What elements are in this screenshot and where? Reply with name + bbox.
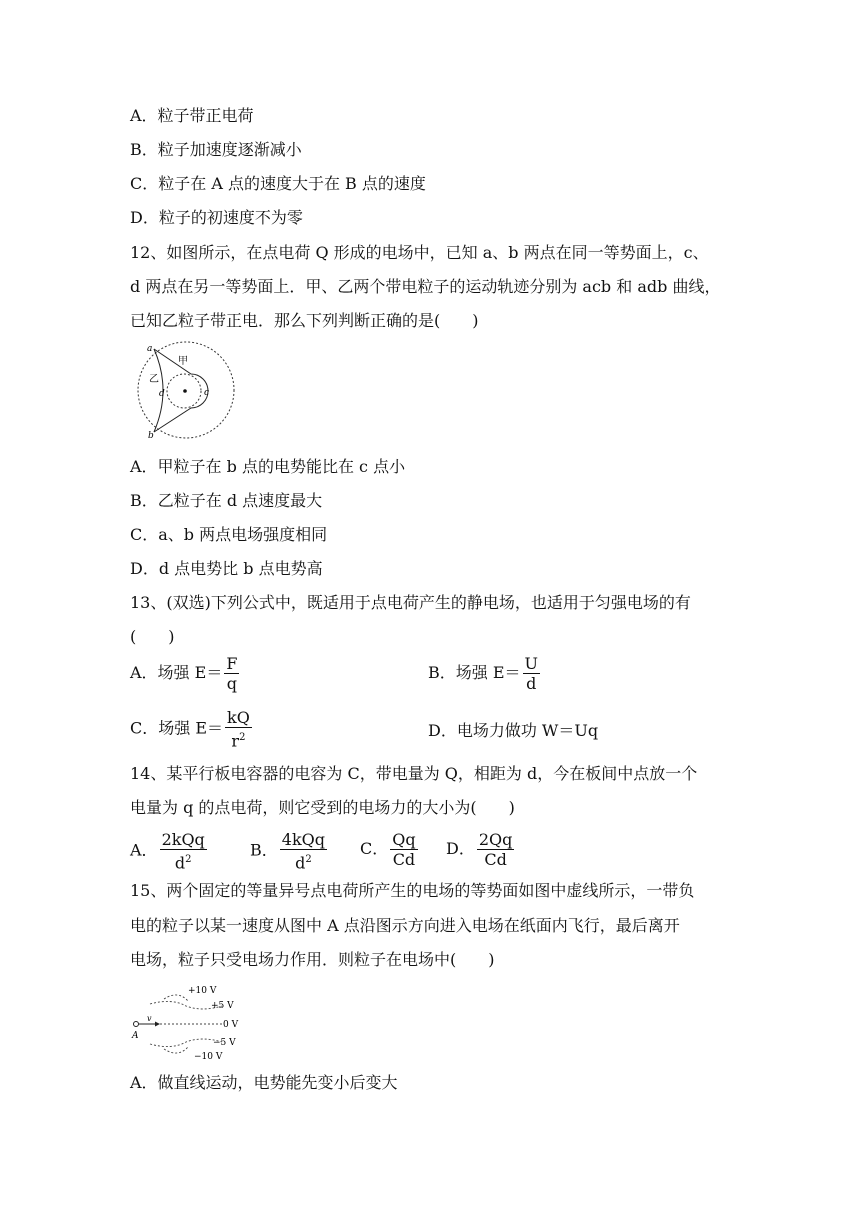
q14-option-b	[250, 830, 329, 872]
label-d: d	[159, 389, 165, 399]
q13-a-numerator: F	[226, 654, 238, 673]
q14-d-denominator: Cd	[484, 850, 507, 869]
q14-c-numerator: Qq	[392, 830, 416, 849]
q13-option-a	[130, 654, 241, 693]
label-A: A	[132, 1031, 139, 1041]
q14-b-denominator	[280, 850, 327, 872]
label-v: v	[147, 1014, 152, 1023]
q14-a-label: A．	[130, 840, 158, 860]
q13-a-denominator: q	[226, 674, 237, 693]
label-minus-10v: −10 V	[194, 1052, 223, 1062]
q14-option-a	[130, 830, 209, 872]
q15-option-a: A．做直线运动，电势能先变小后变大	[130, 1073, 398, 1092]
q13-stem-line2: ( )	[130, 627, 175, 646]
label-yi: 乙	[149, 374, 159, 385]
q14-b-den-exponent: 2	[305, 854, 312, 865]
q13-b-prefix: B．场强 E＝	[428, 663, 521, 682]
q13-option-c	[130, 708, 254, 750]
q14-b-label: B．	[250, 840, 278, 860]
q12-option-b: B．乙粒子在 d 点速度最大	[130, 491, 323, 510]
label-plus-10v: +10 V	[188, 986, 217, 996]
q14-d-label: D．	[446, 839, 475, 858]
q12-option-a: A．甲粒子在 b 点的电势能比在 c 点小	[130, 457, 406, 476]
q14-b-den-base: d	[295, 853, 306, 873]
q15-stem-line3: 电场，粒子只受电场力作用．则粒子在电场中( )	[130, 950, 495, 969]
q14-d-fraction	[477, 830, 515, 869]
q12-stem-line3: 已知乙粒子带正电．那么下列判断正确的是( )	[130, 311, 479, 330]
label-jia: 甲	[178, 356, 188, 367]
q13-c-prefix: C．场强 E＝	[130, 718, 224, 738]
q14-c-fraction	[390, 830, 417, 869]
q13-a-fraction	[224, 654, 239, 693]
q13-b-numerator: U	[524, 654, 539, 673]
q14-b-numerator: 4kQq	[281, 830, 325, 849]
q14-c-label: C．	[360, 839, 389, 858]
q11-option-d: D．粒子的初速度不为零	[130, 208, 303, 227]
q13-a-prefix: A．场强 E＝	[130, 663, 223, 682]
q13-stem-line1: 13、(双选)下列公式中，既适用于点电荷产生的静电场，也适用于匀强电场的有	[130, 593, 691, 612]
q15-figure	[130, 984, 254, 1064]
q14-d-numerator: 2Qq	[478, 830, 513, 849]
q14-option-c	[360, 830, 420, 869]
label-zero-v: 0 V	[223, 1020, 239, 1030]
q12-option-d: D．d 点电势比 b 点电势高	[130, 559, 323, 578]
label-c: c	[204, 388, 210, 398]
q13-b-denominator: d	[526, 674, 537, 693]
q14-c-denominator: Cd	[392, 850, 416, 869]
q14-b-fraction	[280, 830, 327, 872]
q13-c-den-exponent: 2	[239, 732, 246, 743]
q15-stem-line2: 电的粒子以某一速度从图中 A 点沿图示方向进入电场在纸面内飞行，最后离开	[130, 916, 680, 935]
q14-a-den-exponent: 2	[185, 854, 192, 865]
q14-a-den-base: d	[174, 853, 186, 873]
q13-b-fraction	[523, 654, 540, 693]
q13-c-numerator: kQ	[227, 708, 250, 727]
q12-figure	[134, 340, 240, 442]
q14-stem-line1: 14、某平行板电容器的电容为 C，带电量为 Q，相距为 d，今在板间中点放一个	[130, 764, 698, 783]
label-a: a	[147, 344, 153, 354]
q12-stem-line2: d 两点在另一等势面上．甲、乙两个带电粒子的运动轨迹分别为 acb 和 adb 曲线，	[130, 277, 721, 296]
q11-option-c: C．粒子在 A 点的速度大于在 B 点的速度	[130, 174, 426, 193]
q14-a-fraction	[160, 830, 207, 872]
q14-a-denominator	[160, 850, 207, 872]
label-b: b	[148, 431, 154, 441]
label-minus-5v: −5 V	[213, 1038, 236, 1048]
q11-option-a: A．粒子带正电荷	[130, 106, 254, 125]
q12-option-c: C．a、b 两点电场强度相同	[130, 525, 328, 544]
q13-option-b	[428, 654, 542, 693]
q13-c-den-base: r	[231, 731, 240, 751]
q14-a-numerator: 2kQq	[161, 830, 205, 849]
q15-stem-line1: 15、两个固定的等量异号点电荷所产生的电场的等势面如图中虚线所示，一带负	[130, 881, 695, 900]
q13-c-denominator	[225, 728, 252, 750]
q11-option-b: B．粒子加速度逐渐减小	[130, 140, 302, 159]
q13-c-fraction	[225, 708, 252, 750]
q14-stem-line2: 电量为 q 的点电荷，则它受到的电场力的大小为( )	[130, 798, 515, 817]
q14-option-d	[446, 830, 516, 869]
q12-stem-line1: 12、如图所示，在点电荷 Q 形成的电场中，已知 a、b 两点在同一等势面上，c、	[130, 243, 709, 262]
label-plus-5v: +5 V	[211, 1001, 234, 1011]
q13-option-d: D．电场力做功 W＝Uq	[428, 721, 599, 740]
